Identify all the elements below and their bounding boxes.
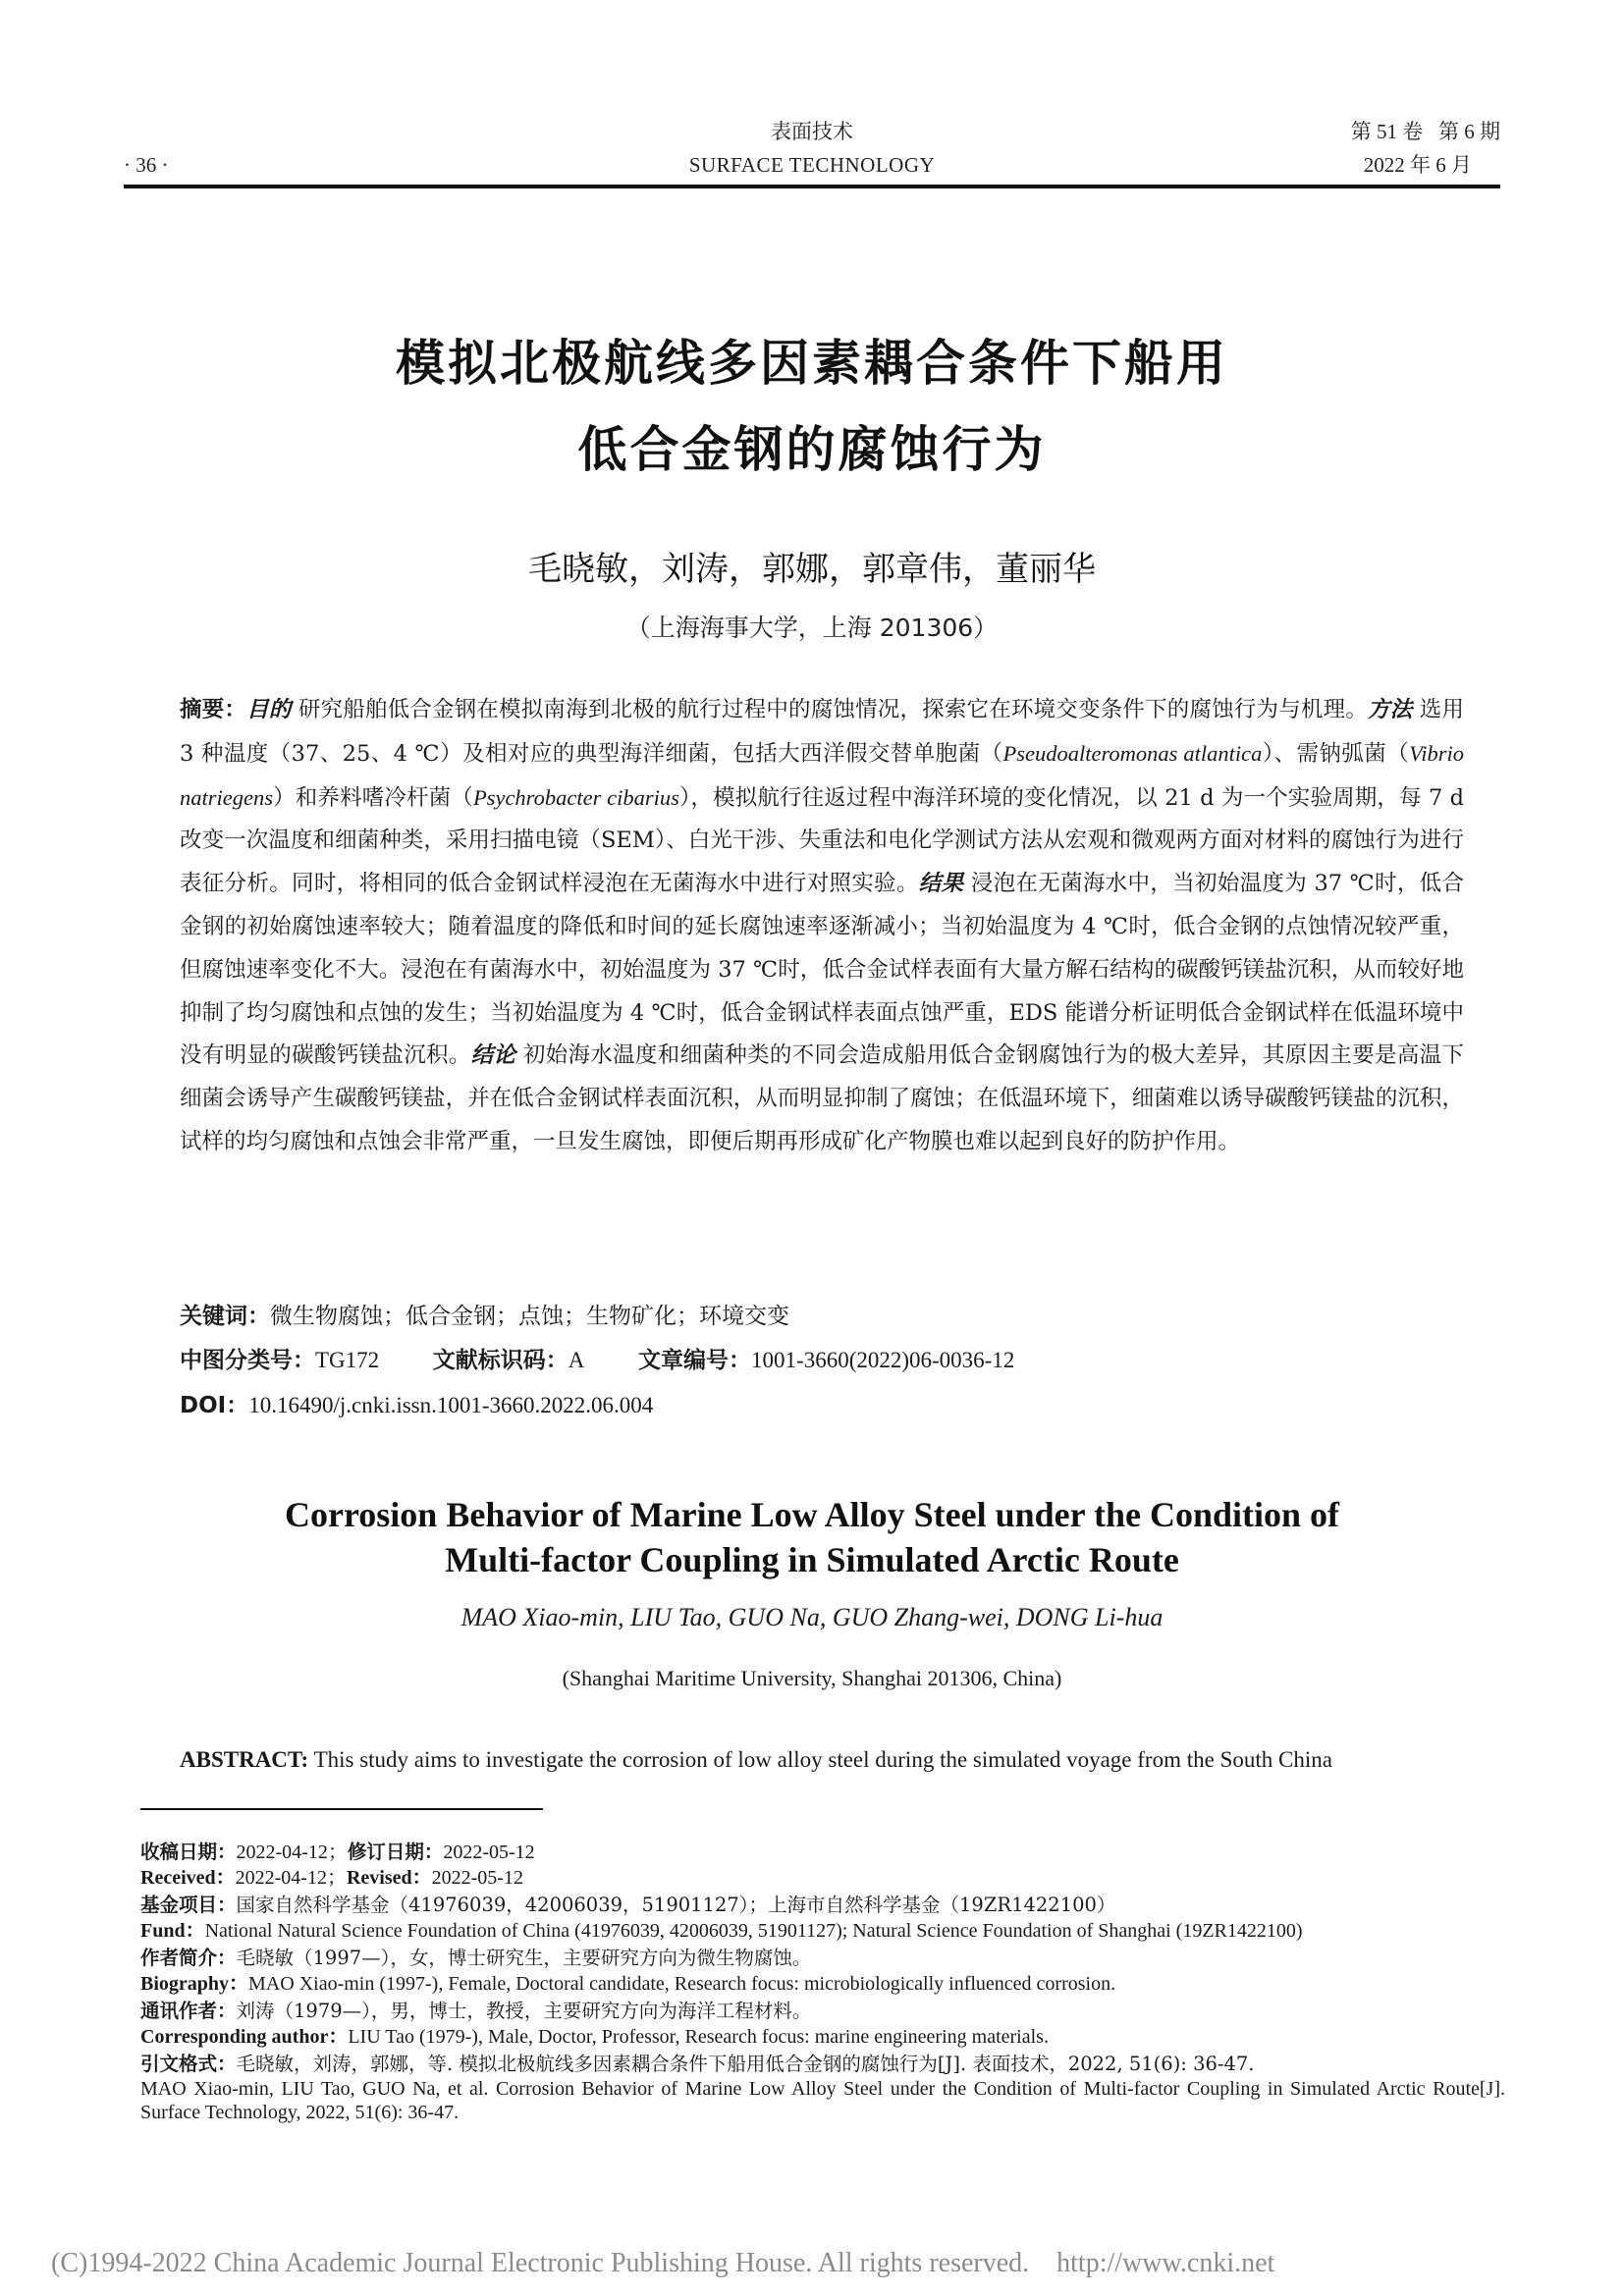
doi-line xyxy=(180,1391,1464,1420)
corr-cn-label: 通讯作者： xyxy=(140,2000,237,2022)
header-rule xyxy=(124,185,1500,188)
cite-cn-label: 引文格式： xyxy=(140,2053,237,2075)
footnote-cite-cn xyxy=(140,2051,1505,2077)
footnote-fund-en xyxy=(140,1918,1505,1945)
clc-label: 中图分类号： xyxy=(180,1348,315,1373)
bio-cn-label: 作者简介： xyxy=(140,1947,237,1969)
fund-cn-value: 国家自然科学基金（41976039，42006039，51901127）；上海市自然科学基金（19ZR1422100） xyxy=(236,1894,1116,1916)
copyright-notice: (C)1994-2022 China Academic Journal Electronic Publishing House. All rights reserved. http://www.cnki.net xyxy=(51,2248,1275,2278)
page-number: · 36 · xyxy=(124,153,169,177)
abstract-en-label: ABSTRACT: xyxy=(180,1747,309,1772)
classification-line xyxy=(180,1346,1464,1375)
journal-name-en: SURFACE TECHNOLOGY xyxy=(688,153,936,177)
title-en-line2: Multi-factor Coupling in Simulated Arctic Route xyxy=(445,1540,1179,1579)
received-cn-value: 2022-04-12； xyxy=(236,1842,348,1863)
footnote-corr-cn xyxy=(140,1998,1505,2024)
method-text: ）、需钠弧菌（ xyxy=(1262,740,1410,767)
cite-cn-value: 毛晓敏，刘涛，郭娜，等. 模拟北极航线多因素耦合条件下船用低合金钢的腐蚀行为[J]. 表面技术，2022, 51(6): 36-47. xyxy=(236,2053,1255,2075)
keywords-line xyxy=(180,1302,1464,1331)
authors-cn: 毛晓敏，刘涛，郭娜，郭章伟，董丽华 xyxy=(528,550,1096,589)
doc-code-value: A xyxy=(568,1348,585,1372)
result-text: 浸泡在无菌海水中，当初始温度为 37 ℃时，低合金钢的初始腐蚀速率较大；随着温度的降低和时间的延长腐蚀速率逐渐减小；当初始温度为 4 ℃时，低合金钢的点蚀情况较严重，但腐蚀速率变化不大。浸泡在有菌海水中，初始温度为 37 ℃时，低合金试样表面有大量方解石结构的碳酸钙镁盐沉积，从而较好地抑制了均匀腐蚀和点蚀的发生；当初始温度为 4 ℃时，低合金钢试样表面点蚀严重，EDS 能谱分析证明低合金钢试样在低温环境中没有明显的碳酸钙镁盐沉积。 xyxy=(180,871,1464,1069)
doi-value[interactable]: 10.16490/j.cnki.issn.1001-3660.2022.06.004 xyxy=(248,1393,654,1417)
footnote-cite-en: MAO Xiao-min, LIU Tao, GUO Na, et al. Corrosion Behavior of Marine Low Alloy Steel under the Condition of Multi-factor Coupling in Simulated Arctic Route[J]. Surface Technology, 2022, 51(6): 36-47. xyxy=(140,2078,1505,2123)
clc-value: TG172 xyxy=(315,1348,380,1372)
title-en-line1: Corrosion Behavior of Marine Low Alloy Steel under the Condition of xyxy=(284,1495,1340,1534)
article-number-label: 文章编号： xyxy=(638,1348,752,1373)
method-text: ）和养料嗜冷杆菌（ xyxy=(273,784,473,811)
authors-en: MAO Xiao-min, LIU Tao, GUO Na, GUO Zhang-wei, DONG Li-hua xyxy=(460,1603,1164,1631)
revised-cn-label: 修订日期： xyxy=(347,1841,444,1863)
footnote-corr-en xyxy=(140,2024,1505,2051)
bacteria-name: Psychrobacter cibarius xyxy=(472,784,679,810)
received-en-value: 2022-04-12； xyxy=(235,1867,347,1889)
volume-issue: 第 51 卷 第 6 期 xyxy=(1350,120,1500,143)
title-cn-line2: 低合金钢的腐蚀行为 xyxy=(577,421,1047,478)
footnote-bio-cn xyxy=(140,1945,1505,1971)
bio-cn-value: 毛晓敏（1997—），女，博士研究生，主要研究方向为微生物腐蚀。 xyxy=(236,1947,812,1969)
title-cn-line1: 模拟北极航线多因素耦合条件下船用 xyxy=(396,335,1228,392)
doc-code-label: 文献标识码： xyxy=(432,1348,568,1373)
doi-label: DOI： xyxy=(180,1393,249,1418)
article-number-value: 1001-3660(2022)06-0036-12 xyxy=(751,1348,1015,1372)
objective-label: 目的 xyxy=(246,697,292,722)
method-text: ），模拟航行往返过程中海洋环境的变化情况，以 21 d 为一个实验周期，每 7 d 改变一次温度和细菌种类，采用扫描电镜（SEM）、白光干涉、失重法和电化学测试方法从宏观和微观两方面对材料的腐蚀行为进行表征分析。同时，将相同的低合金钢试样浸泡在无菌海水中进行对照实验。 xyxy=(180,784,1464,897)
corr-en-label: Corresponding author： xyxy=(140,2026,349,2048)
received-cn-label: 收稿日期： xyxy=(140,1841,237,1863)
affiliation-en: (Shanghai Maritime University, Shanghai 201306, China) xyxy=(562,1666,1062,1690)
revised-cn-value: 2022-05-12 xyxy=(443,1842,535,1863)
keywords-value: 微生物腐蚀；低合金钢；点蚀；生物矿化；环境交变 xyxy=(270,1304,789,1329)
bio-en-label: Biography： xyxy=(140,1973,249,1995)
journal-name-cn: 表面技术 xyxy=(771,120,853,143)
bio-en-value: MAO Xiao-min (1997-), Female, Doctoral candidate, Research focus: microbiologically influenced corrosion. xyxy=(248,1973,1116,1995)
revised-en-label: Revised： xyxy=(346,1867,432,1889)
fund-en-value: National Natural Science Foundation of China (41976039, 42006039, 51901127); Natural Science Foundation of Shanghai (19ZR1422100) xyxy=(204,1920,1303,1942)
abstract-en xyxy=(180,1747,1464,1773)
footnote-bio-en xyxy=(140,1971,1505,1998)
abstract-cn xyxy=(180,689,1464,1164)
abstract-en-text: This study aims to investigate the corrosion of low alloy steel during the simulated voyage from the South China xyxy=(313,1747,1332,1772)
conclusion-text: 初始海水温度和细菌种类的不同会造成船用低合金钢腐蚀行为的极大差异，其原因主要是高温下细菌会诱导产生碳酸钙镁盐，并在低合金钢试样表面沉积，从而明显抑制了腐蚀；在低温环境下，细菌难以诱导碳酸钙镁盐的沉积，试样的均匀腐蚀和点蚀会非常严重，一旦发生腐蚀，即便后期再形成矿化产物膜也难以起到良好的防护作用。 xyxy=(180,1042,1464,1154)
fund-cn-label: 基金项目： xyxy=(140,1894,237,1916)
corr-en-value: LIU Tao (1979-), Male, Doctor, Professor, Research focus: marine engineering materials. xyxy=(348,2026,1049,2048)
objective-text: 研究船舶低合金钢在模拟南海到北极的航行过程中的腐蚀情况，探索它在环境交变条件下的腐蚀行为与机理。 xyxy=(298,697,1369,722)
footnote-received-cn xyxy=(140,1839,1505,1866)
keywords-label: 关键词： xyxy=(180,1304,270,1329)
revised-en-value: 2022-05-12 xyxy=(431,1867,523,1889)
method-text: 选用 3 种温度（37、25、4 ℃）及相对应的典型海洋细菌，包括大西洋假交替单胞菌（ xyxy=(180,697,1464,767)
footnote-rule xyxy=(140,1808,543,1810)
conclusion-label: 结论 xyxy=(470,1042,516,1069)
footnote-received-en xyxy=(140,1865,1505,1892)
result-label: 结果 xyxy=(918,871,964,897)
footnote-fund-cn xyxy=(140,1892,1505,1918)
affiliation-cn: （上海海事大学，上海 201306） xyxy=(625,614,999,642)
method-label: 方法 xyxy=(1368,697,1413,722)
received-en-label: Received： xyxy=(140,1867,236,1889)
issue-date: 2022 年 6 月 xyxy=(1363,153,1472,177)
bacteria-name: Vibrio natriegens xyxy=(180,740,1464,810)
abstract-label: 摘要： xyxy=(180,697,247,722)
corr-cn-value: 刘涛（1979—），男，博士，教授，主要研究方向为海洋工程材料。 xyxy=(236,2000,812,2022)
bacteria-name: Pseudoalteromonas atlantica xyxy=(1002,740,1263,766)
fund-en-label: Fund： xyxy=(140,1920,205,1942)
